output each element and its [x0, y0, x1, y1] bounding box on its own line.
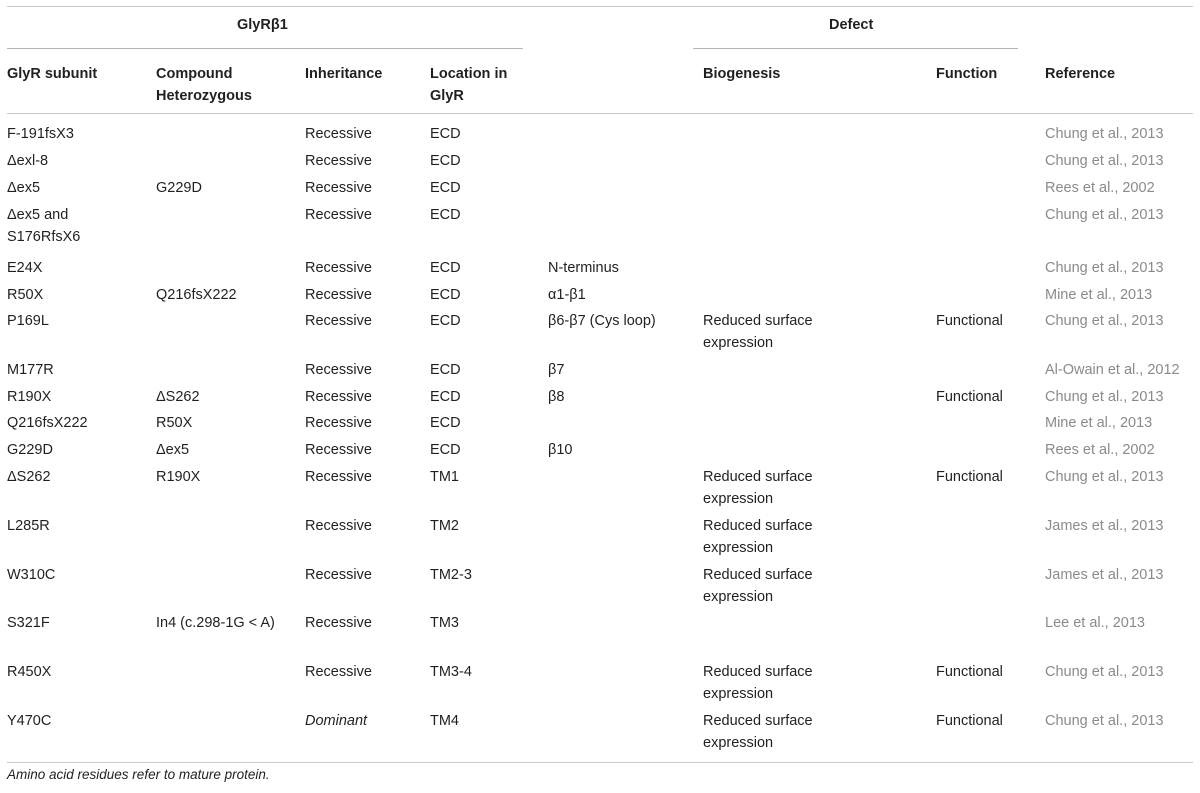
header-rule: [7, 113, 1193, 114]
column-header-subunit: GlyR subunit: [7, 66, 98, 82]
cell-inheritance: Recessive: [305, 313, 372, 329]
cell-reference: Lee et al., 2013: [1045, 615, 1145, 631]
cell-reference: James et al., 2013: [1045, 518, 1164, 534]
cell-reference: Chung et al., 2013: [1045, 664, 1164, 680]
cell-reference: Mine et al., 2013: [1045, 415, 1153, 431]
cell-location: ECD: [430, 415, 461, 431]
cell-inheritance: Recessive: [305, 389, 372, 405]
cell-subunit: Q216fsX222: [7, 415, 88, 431]
cell-biogenesis: Reduced surface expression: [703, 664, 813, 702]
cell-reference: Al-Owain et al., 2012: [1045, 362, 1180, 378]
cell-location: ECD: [430, 442, 461, 458]
cell-inheritance: Dominant: [305, 713, 368, 729]
cell-inheritance: Recessive: [305, 153, 372, 169]
top-rule: [7, 6, 1193, 7]
cell-location: TM2-3: [430, 567, 472, 583]
cell-inheritance: Recessive: [305, 207, 372, 223]
cell-location: ECD: [430, 362, 461, 378]
cell-compound: R50X: [156, 415, 193, 431]
cell-location: ECD: [430, 389, 461, 405]
column-header-location: Location in GlyR: [430, 66, 508, 104]
cell-inheritance: Recessive: [305, 664, 372, 680]
cell-compound: G229D: [156, 180, 202, 196]
cell-location: TM4: [430, 713, 459, 729]
cell-function: Functional: [936, 713, 1003, 729]
cell-subunit: E24X: [7, 260, 43, 276]
cell-reference: James et al., 2013: [1045, 567, 1164, 583]
cell-inheritance: Recessive: [305, 442, 372, 458]
cell-subunit: L285R: [7, 518, 50, 534]
group-rule-glyrb1: [7, 48, 523, 49]
cell-inheritance: Recessive: [305, 518, 372, 534]
group-rule-defect: [693, 48, 1018, 49]
cell-inheritance: Recessive: [305, 362, 372, 378]
column-header-compound: Compound Heterozygous: [156, 66, 252, 104]
cell-location: TM2: [430, 518, 459, 534]
cell-subunit: M177R: [7, 362, 54, 378]
cell-location: TM1: [430, 469, 459, 485]
cell-function: Functional: [936, 389, 1003, 405]
cell-reference: Chung et al., 2013: [1045, 260, 1164, 276]
cell-domain: β8: [548, 389, 565, 405]
cell-location: TM3-4: [430, 664, 472, 680]
column-header-inheritance: Inheritance: [305, 66, 383, 82]
cell-subunit: G229D: [7, 442, 53, 458]
column-header-biogenesis: Biogenesis: [703, 66, 781, 82]
cell-location: ECD: [430, 313, 461, 329]
cell-inheritance: Recessive: [305, 567, 372, 583]
cell-subunit: S321F: [7, 615, 50, 631]
cell-subunit: R190X: [7, 389, 52, 405]
cell-reference: Chung et al., 2013: [1045, 313, 1164, 329]
cell-location: ECD: [430, 287, 461, 303]
cell-location: ECD: [430, 153, 461, 169]
cell-location: ECD: [430, 180, 461, 196]
cell-subunit: Y470C: [7, 713, 52, 729]
column-header-function: Function: [936, 66, 998, 82]
cell-reference: Chung et al., 2013: [1045, 207, 1164, 223]
cell-subunit: P169L: [7, 313, 49, 329]
cell-inheritance: Recessive: [305, 615, 372, 631]
cell-subunit: F-191fsX3: [7, 126, 74, 142]
cell-subunit: Δexl-8: [7, 153, 49, 169]
cell-subunit: ΔS262: [7, 469, 51, 485]
cell-reference: Chung et al., 2013: [1045, 713, 1164, 729]
cell-reference: Chung et al., 2013: [1045, 389, 1164, 405]
cell-domain: β10: [548, 442, 573, 458]
cell-reference: Chung et al., 2013: [1045, 469, 1164, 485]
cell-inheritance: Recessive: [305, 469, 372, 485]
cell-domain: β7: [548, 362, 565, 378]
cell-reference: Chung et al., 2013: [1045, 126, 1164, 142]
cell-location: TM3: [430, 615, 459, 631]
cell-subunit: R50X: [7, 287, 44, 303]
cell-function: Functional: [936, 664, 1003, 680]
cell-subunit: R450X: [7, 664, 52, 680]
cell-inheritance: Recessive: [305, 126, 372, 142]
cell-inheritance: Recessive: [305, 287, 372, 303]
cell-function: Functional: [936, 469, 1003, 485]
cell-subunit: W310C: [7, 567, 56, 583]
cell-biogenesis: Reduced surface expression: [703, 313, 813, 351]
cell-compound: In4 (c.298-1G < A): [156, 615, 275, 631]
cell-reference: Mine et al., 2013: [1045, 287, 1153, 303]
cell-location: ECD: [430, 126, 461, 142]
group-header-glyrb1: GlyRβ1: [237, 17, 288, 33]
cell-location: ECD: [430, 207, 461, 223]
cell-inheritance: Recessive: [305, 180, 372, 196]
cell-domain: α1-β1: [548, 287, 586, 303]
group-header-defect: Defect: [829, 17, 874, 33]
column-header-reference: Reference: [1045, 66, 1116, 82]
cell-biogenesis: Reduced surface expression: [703, 713, 813, 751]
cell-domain: β6-β7 (Cys loop): [548, 313, 656, 329]
cell-reference: Chung et al., 2013: [1045, 153, 1164, 169]
cell-compound: Δex5: [156, 442, 190, 458]
cell-inheritance: Recessive: [305, 260, 372, 276]
bottom-rule: [7, 762, 1193, 763]
cell-location: ECD: [430, 260, 461, 276]
cell-compound: ΔS262: [156, 389, 200, 405]
cell-compound: R190X: [156, 469, 201, 485]
cell-biogenesis: Reduced surface expression: [703, 469, 813, 507]
cell-inheritance: Recessive: [305, 415, 372, 431]
cell-function: Functional: [936, 313, 1003, 329]
cell-domain: N-terminus: [548, 260, 619, 276]
cell-subunit: Δex5 and S176RfsX6: [7, 207, 81, 245]
table-footnote: Amino acid residues refer to mature protein.: [7, 767, 270, 782]
cell-compound: Q216fsX222: [156, 287, 237, 303]
cell-subunit: Δex5: [7, 180, 41, 196]
cell-biogenesis: Reduced surface expression: [703, 567, 813, 605]
cell-reference: Rees et al., 2002: [1045, 180, 1155, 196]
cell-biogenesis: Reduced surface expression: [703, 518, 813, 556]
cell-reference: Rees et al., 2002: [1045, 442, 1155, 458]
